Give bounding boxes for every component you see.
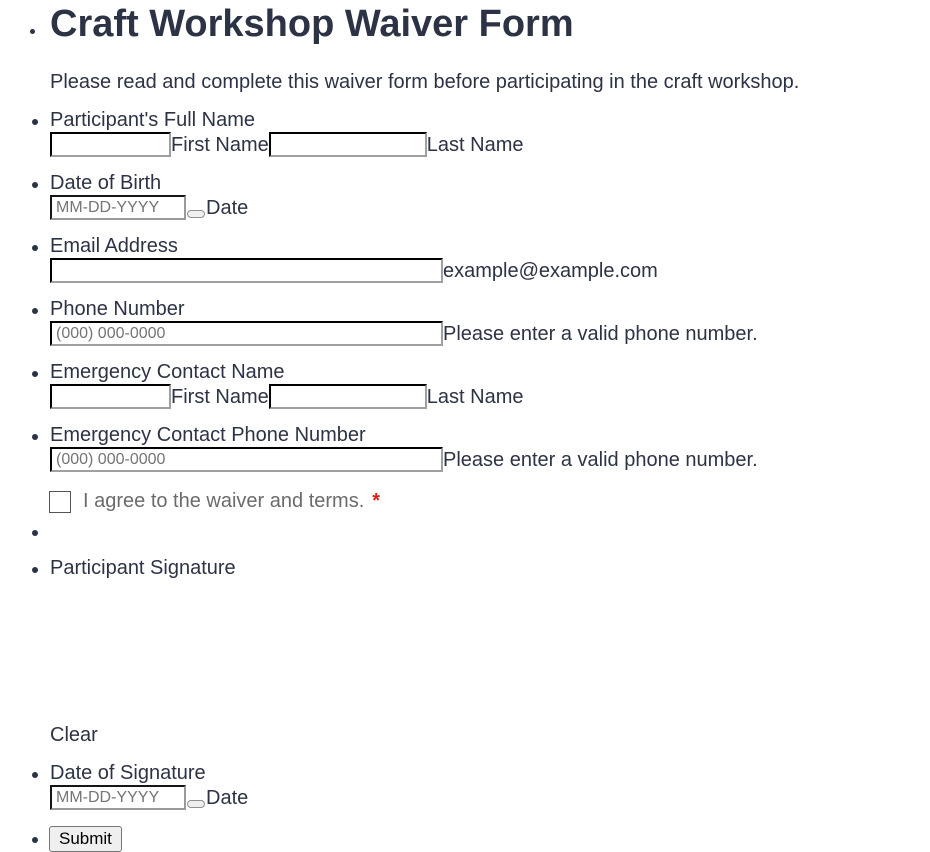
emergency-name-label: Emergency Contact Name: [50, 361, 285, 383]
agree-label: I agree to the waiver and terms.: [83, 490, 365, 512]
dob-calendar-button[interactable]: [187, 210, 205, 218]
email-sublabel: example@example.com: [443, 260, 658, 282]
signature-field: [50, 557, 450, 720]
participant-last-name-input[interactable]: [269, 132, 427, 157]
phone-label: Phone Number: [50, 298, 185, 320]
signature-date-input[interactable]: [50, 785, 186, 810]
submit-button[interactable]: Submit: [49, 826, 122, 852]
emergency-first-name-input[interactable]: [50, 384, 171, 409]
emergency-phone-field: [50, 424, 758, 472]
signature-date-sublabel: Date: [206, 787, 249, 809]
signature-pad[interactable]: [50, 580, 450, 720]
emergency-phone-label: Emergency Contact Phone Number: [50, 424, 366, 446]
phone-sublabel: Please enter a valid phone number.: [443, 323, 758, 345]
email-label: Email Address: [50, 235, 178, 257]
agree-checkbox[interactable]: [49, 491, 71, 513]
dob-sublabel: Date: [206, 197, 249, 219]
emergency-first-name-sublabel: First Name: [171, 386, 269, 408]
signature-date-calendar-button[interactable]: [187, 800, 205, 808]
emergency-name-field: [50, 361, 524, 409]
emergency-phone-sublabel: Please enter a valid phone number.: [443, 449, 758, 471]
participant-first-name-input[interactable]: [50, 132, 171, 157]
emergency-phone-input[interactable]: [50, 447, 443, 472]
participant-name-field: [50, 109, 524, 157]
signature-date-field: [50, 762, 248, 810]
form-description: Please read and complete this waiver form before participating in the craft workshop.: [50, 71, 800, 93]
page-title: Craft Workshop Waiver Form: [50, 3, 574, 45]
emergency-last-name-input[interactable]: [269, 384, 427, 409]
participant-name-label: Participant's Full Name: [50, 109, 255, 131]
title-bullet: [30, 29, 35, 34]
phone-input[interactable]: [50, 321, 443, 346]
phone-field: [50, 298, 758, 346]
signature-label: Participant Signature: [50, 557, 236, 579]
clear-signature-button[interactable]: Clear: [50, 724, 98, 746]
email-field: [50, 235, 658, 283]
emergency-last-name-sublabel: Last Name: [426, 386, 524, 408]
participant-first-name-sublabel: First Name: [171, 134, 269, 156]
required-asterisk: *: [372, 490, 381, 512]
dob-field: [50, 172, 248, 220]
dob-label: Date of Birth: [50, 172, 162, 194]
clear-signature-item: [50, 724, 98, 747]
email-input[interactable]: [50, 258, 443, 283]
participant-last-name-sublabel: Last Name: [426, 134, 524, 156]
signature-date-label: Date of Signature: [50, 762, 206, 784]
dob-input[interactable]: [50, 195, 186, 220]
agree-field: [49, 490, 380, 513]
